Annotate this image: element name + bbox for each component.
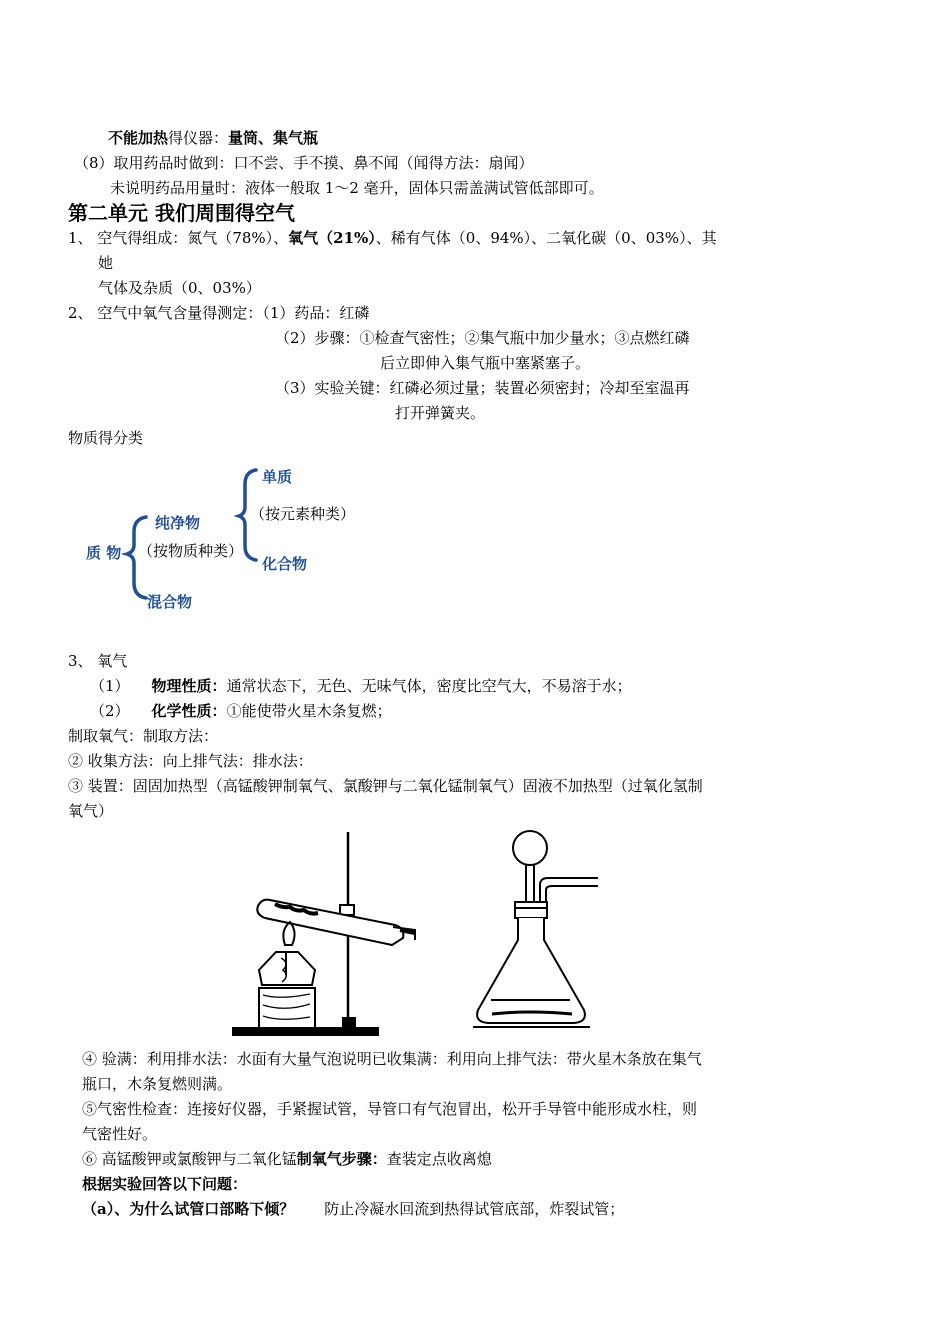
class-by-kind: （按物质种类） (138, 542, 244, 560)
line-answer-intro: 根据实验回答以下问题： (82, 1175, 248, 1193)
line-apparatus: ③ 装置：固固加热型（高锰酸钾制氧气、氯酸钾与二氧化锰制氧气）固液不加热型（过氧化氢制 (68, 777, 703, 795)
text: 通常状态下，无色、无味气体，密度比空气大，不易溶于水； (226, 677, 632, 695)
class-root: 质 物 (86, 544, 122, 562)
text-bold: 化学性质： (151, 702, 227, 720)
text-bold: 物理性质： (151, 677, 227, 695)
line-oxygen: 3、 氧气 (68, 652, 128, 670)
text: （2） (90, 702, 130, 720)
line-steps-6 (82, 1149, 492, 1169)
line-collect: ② 收集方法：向上排气法：排水法： (68, 752, 313, 770)
text-bold: 氧气（21%） (288, 229, 376, 247)
line-airtight-cont: 气密性好。 (82, 1125, 158, 1143)
text: 得仪器： (168, 129, 229, 147)
line-her: 她 (98, 254, 114, 272)
class-element: 单质 (262, 468, 293, 486)
text-bold: 制氧气步骤： (296, 1150, 387, 1168)
unit-heading: 第二单元 我们周围得空气 (68, 201, 295, 225)
text: 、稀有气体（0、94%）、二氧化碳（0、03%）、其 (375, 229, 717, 247)
text-bold: 不能加热 (108, 129, 169, 147)
class-pure: 纯净物 (155, 514, 201, 532)
line-check-full-cont: 瓶口，木条复燃则满。 (82, 1075, 233, 1093)
text: 防止冷凝水回流到热得试管底部，炸裂试管； (324, 1200, 625, 1218)
line-8: （8）取用药品时做到：口不尝、手不摸、鼻不闻（闻得方法：扇闻） (74, 154, 534, 172)
text: ①能使带火星木条复燃； (226, 702, 392, 720)
class-compound: 化合物 (262, 555, 308, 573)
line-gas-impurity: 气体及杂质（0、03%） (98, 279, 261, 297)
text: 1、 空气得组成：氮气（78%）、 (68, 229, 289, 247)
text-bold: （a）、为什么试管口部略下倾？ (82, 1200, 295, 1218)
text: 查装定点收离熄 (386, 1150, 492, 1168)
line-check-full: ④ 验满：利用排水法：水面有大量气泡说明已收集满：利用向上排气法：带火星木条放在集气 (82, 1050, 702, 1068)
line-airtight: ⑤气密性检查：连接好仪器，手紧握试管，导管口有气泡冒出，松开手导管中能形成水柱，则 (82, 1100, 698, 1118)
class-by-element: （按元素种类） (250, 505, 356, 523)
line-dosage: 未说明药品用量时：液体一般取 1～2 毫升，固体只需盖满试管低部即可。 (110, 179, 604, 197)
line-steps: （2）步骤：①检查气密性；②集气瓶中加少量水；③点燃红磷 (275, 329, 690, 347)
class-mixture: 混合物 (147, 593, 193, 611)
text: （1） (90, 677, 130, 695)
line-key: （3）实验关键：红磷必须过量；装置必须密封；冷却至室温再 (275, 379, 690, 397)
line-prepare: 制取氧气：制取方法： (68, 727, 219, 745)
heating-apparatus (233, 832, 415, 1035)
line-oxygen-test: 2、 空气中氧气含量得测定：（1）药品：红磷 (68, 304, 370, 322)
text: ⑥ 高锰酸钾或氯酸钾与二氧化锰 (82, 1150, 297, 1168)
line-question-a (82, 1199, 624, 1219)
line-key-cont: 打开弹簧夹。 (395, 404, 486, 422)
line-steps-cont: 后立即伸入集气瓶中塞紧塞子。 (380, 354, 591, 372)
flask-apparatus (473, 831, 598, 1027)
text-bold: 量筒、集气瓶 (228, 129, 319, 147)
line-apparatus-cont: 氧气） (68, 802, 114, 820)
line-classification-title: 物质得分类 (68, 429, 144, 447)
